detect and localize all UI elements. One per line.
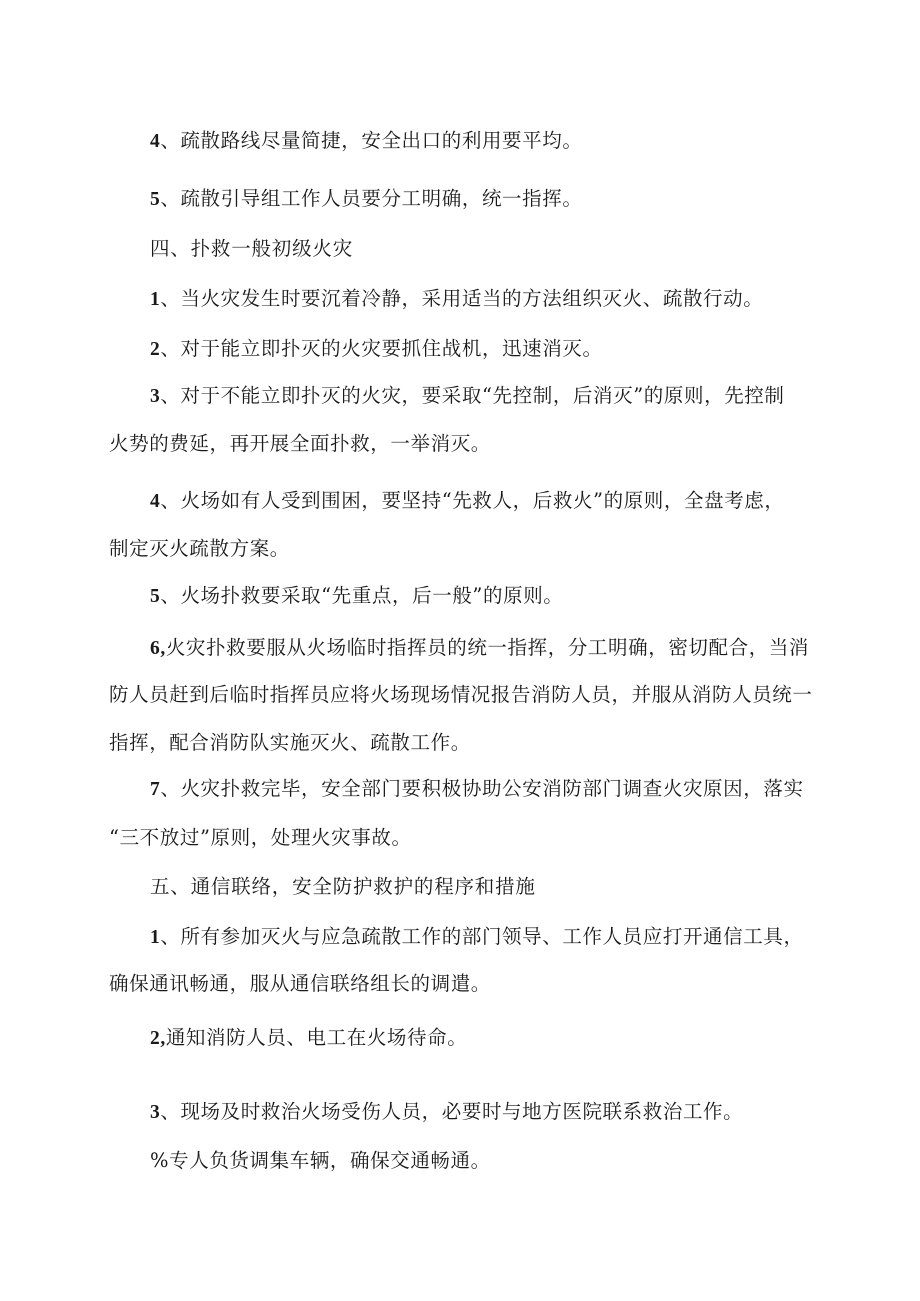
paragraph-line [150, 128, 582, 155]
paragraph-line [150, 776, 804, 803]
paragraph-line [150, 488, 785, 515]
paragraph-line [150, 1148, 491, 1174]
item-text: 、疏散路线尽量简捷，安全出口的利用要平均。 [160, 129, 583, 152]
item-text: 、所有参加灭火与应急疏散工作的部门领导、工作人员应打开通信工具， [160, 925, 804, 948]
paragraph-line [109, 536, 290, 562]
item-text: 、火场如有人受到围困，要坚持“先救人，后救火”的原则，全盘考虑， [160, 489, 785, 512]
item-text: 、现场及时救治火场受伤人员，必要时与地方医院联系救治工作。 [160, 1100, 744, 1123]
item-text: 、对于能立即扑灭的火灾要抓住战机，迅速消灭。 [160, 337, 603, 360]
item-text: 指挥，配合消防队实施灭火、疏散工作。 [109, 731, 471, 754]
item-text: 、火场扑救要采取“先重点，后一般”的原则。 [160, 584, 564, 607]
item-text: “三不放过”原则，处理火灾事故。 [109, 826, 412, 849]
item-number: 3 [150, 386, 161, 407]
item-text: 火灾扑救要服从火场临时指挥员的统一指挥，分工明确，密切配合，当消 [165, 636, 810, 659]
paragraph-line [150, 383, 785, 410]
item-number: 5 [150, 189, 161, 210]
item-number: 7 [150, 779, 161, 800]
item-text: 通知消防人员、电工在火场待命。 [165, 1026, 468, 1049]
paragraph-line [150, 924, 804, 951]
item-number: 2 [150, 339, 161, 360]
paragraph-line [150, 1025, 467, 1052]
paragraph-line [150, 583, 563, 610]
item-text: 防人员赶到后临时指挥员应将火场现场情况报告消防人员，并服从消防人员统一 [109, 683, 813, 706]
paragraph-line [150, 336, 603, 363]
item-number: 2, [150, 1028, 166, 1049]
item-text: 、疏散引导组工作人员要分工明确，统一指挥。 [160, 187, 583, 210]
section-heading: 四、扑救一般初级火灾 [150, 237, 354, 260]
item-text: 、对于不能立即扑灭的火灾，要采取“先控制，后消灭”的原则，先控制 [160, 384, 785, 407]
paragraph-line [109, 431, 491, 457]
item-number: 6, [150, 638, 166, 659]
item-number: 4 [150, 491, 161, 512]
item-number: 5 [150, 586, 161, 607]
paragraph-line [150, 635, 809, 662]
item-number: 1 [150, 927, 161, 948]
item-text: 火势的费延，再开展全面扑救，一举消灭。 [109, 432, 491, 455]
paragraph-line [109, 730, 471, 756]
item-text: %专人负货调集车辆，确保交通畅通。 [150, 1149, 491, 1172]
item-text: 、火灾扑救完毕，安全部门要积极协助公安消防部门调查火灾原因，落实 [160, 777, 804, 800]
item-number: 1 [150, 289, 161, 310]
paragraph-line [109, 682, 813, 708]
item-text: 制定灭火疏散方案。 [109, 537, 290, 560]
item-number: 3 [150, 1102, 161, 1123]
item-number: 4 [150, 131, 161, 152]
paragraph-line [150, 1099, 743, 1126]
item-text: 、当火灾发生时要沉着冷静，采用适当的方法组织灭火、疏散行动。 [160, 287, 764, 310]
paragraph-line [109, 825, 412, 851]
section-heading: 五、通信联络，安全防护救护的程序和措施 [150, 875, 536, 898]
item-text: 确保通讯畅通，服从通信联络组长的调遣。 [109, 972, 491, 995]
paragraph-line [109, 971, 491, 997]
paragraph-line [150, 186, 582, 213]
paragraph-line [150, 286, 763, 313]
